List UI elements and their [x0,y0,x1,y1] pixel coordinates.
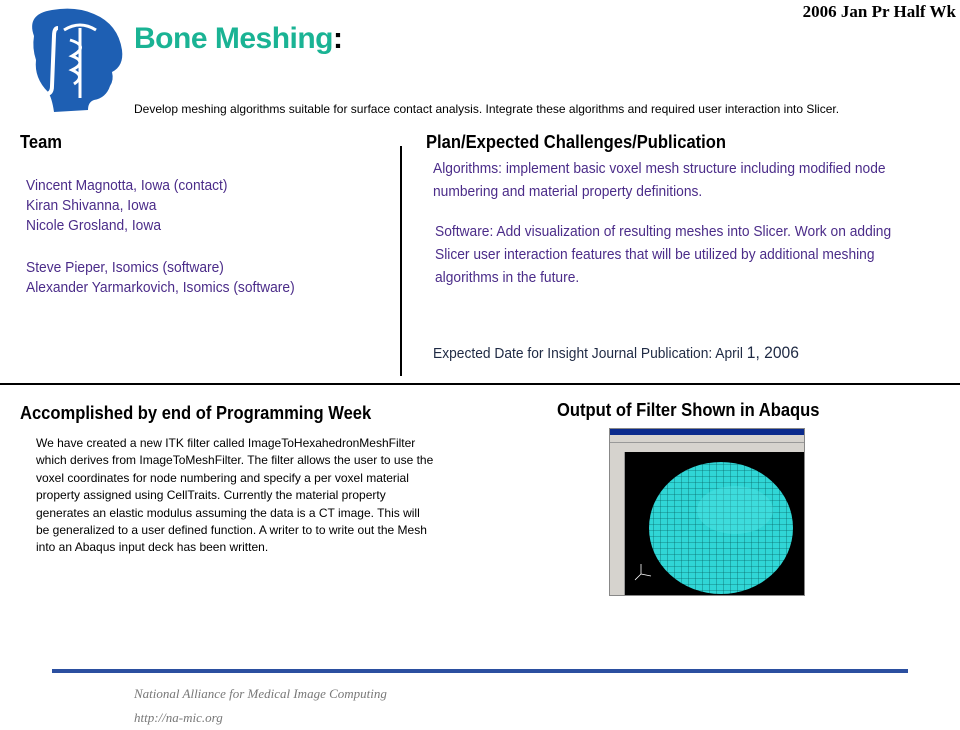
accomplished-text: We have created a new ITK filter called ImageToHexahedronMeshFilter which derives from ImageToMeshFilter. The filter allows the user to use the voxel coordinates for node numbering and specify a per voxel material property assigned using CellTraits. Currently the material property generates an elastic modulus assuming the data is a CT image. This will be generalized to a user defined function. A writer to to write out the Mesh into an Abaqus input deck has been written. [36,436,434,555]
plan-heading: Plan/Expected Challenges/Publication [426,132,727,152]
team-member: Nicole Grosland, Iowa [26,217,161,234]
footer-url[interactable]: http://na-mic.org [134,710,223,725]
team-member: Steve Pieper, Isomics (software) [26,259,224,276]
title-main: Bone Meshing [134,22,334,55]
team-list [26,176,318,298]
vertical-divider [400,146,402,376]
page-subtitle: Develop meshing algorithms suitable for surface contact analysis. Integrate these algorithms and required user interaction into Slicer. [134,102,840,116]
team-member: Kiran Shivanna, Iowa [26,197,157,214]
team-member: Vincent Magnotta, Iowa (contact) [26,177,228,194]
abaqus-screenshot [609,428,805,596]
footer-rule [52,669,908,673]
horizontal-divider [0,383,960,385]
accomplished-heading: Accomplished by end of Programming Week [20,403,372,423]
abaqus-side-toolbar [610,452,625,595]
abaqus-menubar [610,435,804,443]
footer-org: National Alliance for Medical Image Computing [134,686,387,701]
page-title [134,22,343,56]
expected-prefix: Expected Date for Insight Journal Publication: April [433,345,747,362]
header-tag: 2006 Jan Pr Half Wk [802,2,956,21]
namic-logo [14,6,130,118]
expected-date-value: 1, 2006 [746,343,799,362]
plan-software: Software: Add visualization of resulting meshes into Slicer. Work on adding Slicer user interaction features that will be utilized by additional meshing algorithms in the future. [435,223,892,286]
abaqus-viewport [625,452,804,595]
footer [134,682,387,730]
team-heading: Team [20,132,63,152]
output-heading: Output of Filter Shown in Abaqus [557,400,820,420]
team-member: Alexander Yarmarkovich, Isomics (software) [26,279,295,296]
title-colon: : [333,22,343,55]
expected-date [433,343,799,363]
plan-algorithms: Algorithms: implement basic voxel mesh structure including modified node numbering and material property definitions. [433,160,886,200]
